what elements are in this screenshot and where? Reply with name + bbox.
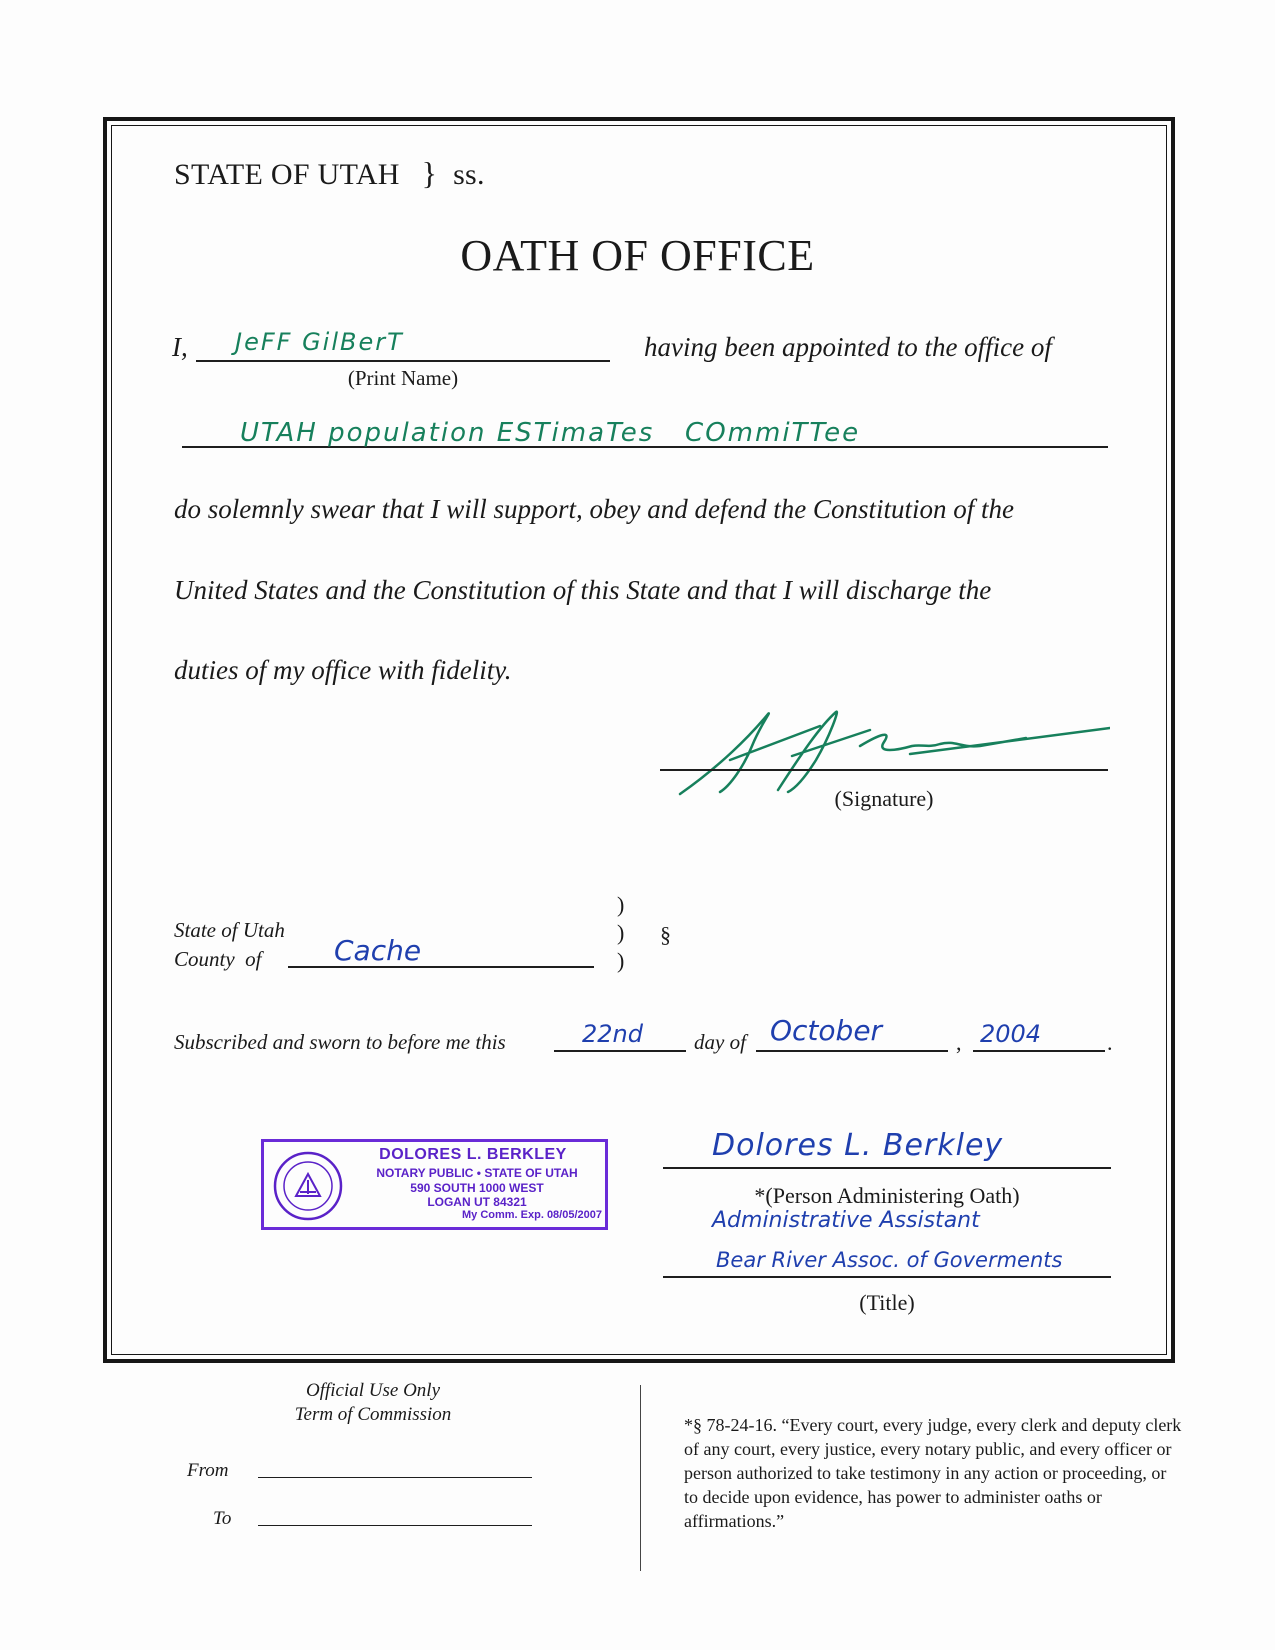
stamp-line-1: NOTARY PUBLIC • STATE OF UTAH xyxy=(376,1166,578,1180)
period-glyph: . xyxy=(1107,1030,1113,1055)
paren-2: ) xyxy=(617,920,625,945)
official-use-heading: Official Use Only xyxy=(305,1380,441,1401)
stamp-line-2: 590 SOUTH 1000 WEST xyxy=(410,1181,544,1195)
state-seal-icon xyxy=(272,1150,344,1222)
venue-state-label: State of Utah xyxy=(174,918,285,942)
paren-1: ) xyxy=(617,892,625,917)
statute-note: *§ 78-24-16. “Every court, every judge, every clerk and deputy clerk of any court, every justice, every notary public, and every officer or person authorized to take testimony in any action or proceeding, or to decide upon evidence, has power to administer oaths or affirmations.” xyxy=(684,1415,1182,1531)
from-label: From xyxy=(187,1460,229,1481)
oath-body-line-1: do solemnly swear that I will support, obey and defend the Constitution of the xyxy=(174,494,1014,524)
from-line xyxy=(258,1477,532,1478)
month-value: October xyxy=(770,1014,883,1047)
year-value: 2004 xyxy=(980,1020,1042,1048)
subscribed-text: Subscribed and sworn to before me this xyxy=(174,1030,506,1054)
administrator-caption: *(Person Administering Oath) xyxy=(754,1183,1020,1208)
paren-3: ) xyxy=(617,948,625,973)
signature-caption: (Signature) xyxy=(834,786,934,811)
administrator-line xyxy=(663,1167,1111,1169)
term-of-commission-heading: Term of Commission xyxy=(294,1404,452,1425)
to-label: To xyxy=(213,1508,232,1529)
title-caption: (Title) xyxy=(859,1290,915,1315)
signature-line xyxy=(660,769,1108,771)
office-value: UTAH population ESTimaTes COmmiTTee xyxy=(240,418,861,448)
month-line xyxy=(756,1050,948,1052)
year-line xyxy=(973,1050,1105,1052)
notary-stamp xyxy=(261,1139,608,1230)
section-divider xyxy=(640,1385,641,1571)
to-line xyxy=(258,1525,532,1526)
venue-county-label: County of xyxy=(174,947,262,971)
stamp-name: DOLORES L. BERKLEY xyxy=(379,1146,567,1163)
oath-body-line-2: United States and the Constitution of this State and that I will discharge the xyxy=(174,575,992,605)
stamp-line-3: LOGAN UT 84321 xyxy=(427,1195,527,1209)
day-of-text: day of xyxy=(694,1030,746,1054)
title-value-line-1: Administrative Assistant xyxy=(712,1208,980,1233)
title-line xyxy=(663,1276,1111,1278)
page-title: OATH OF OFFICE xyxy=(460,231,815,280)
day-value: 22nd xyxy=(582,1020,643,1048)
state-label: STATE OF UTAH xyxy=(174,158,400,191)
print-name-value: JeFF GilBerT xyxy=(235,328,404,356)
comma-glyph: , xyxy=(956,1030,962,1055)
ss-label: ss. xyxy=(453,158,485,191)
appointed-text: having been appointed to the office of xyxy=(644,332,1052,362)
print-name-caption: (Print Name) xyxy=(347,366,459,390)
print-name-line xyxy=(196,360,610,362)
administrator-signature: Dolores L. Berkley xyxy=(712,1128,1004,1163)
title-value-line-2: Bear River Assoc. of Goverments xyxy=(716,1248,1063,1272)
county-value: Cache xyxy=(334,934,422,967)
i-prefix: I, xyxy=(172,332,188,362)
state-heading xyxy=(174,155,485,192)
stamp-line-4: My Comm. Exp. 08/05/2007 xyxy=(461,1209,602,1221)
day-line xyxy=(554,1050,686,1052)
brace-glyph: } xyxy=(421,155,438,191)
oath-body-line-3: duties of my office with fidelity. xyxy=(174,655,512,685)
section-symbol: § xyxy=(660,922,671,947)
